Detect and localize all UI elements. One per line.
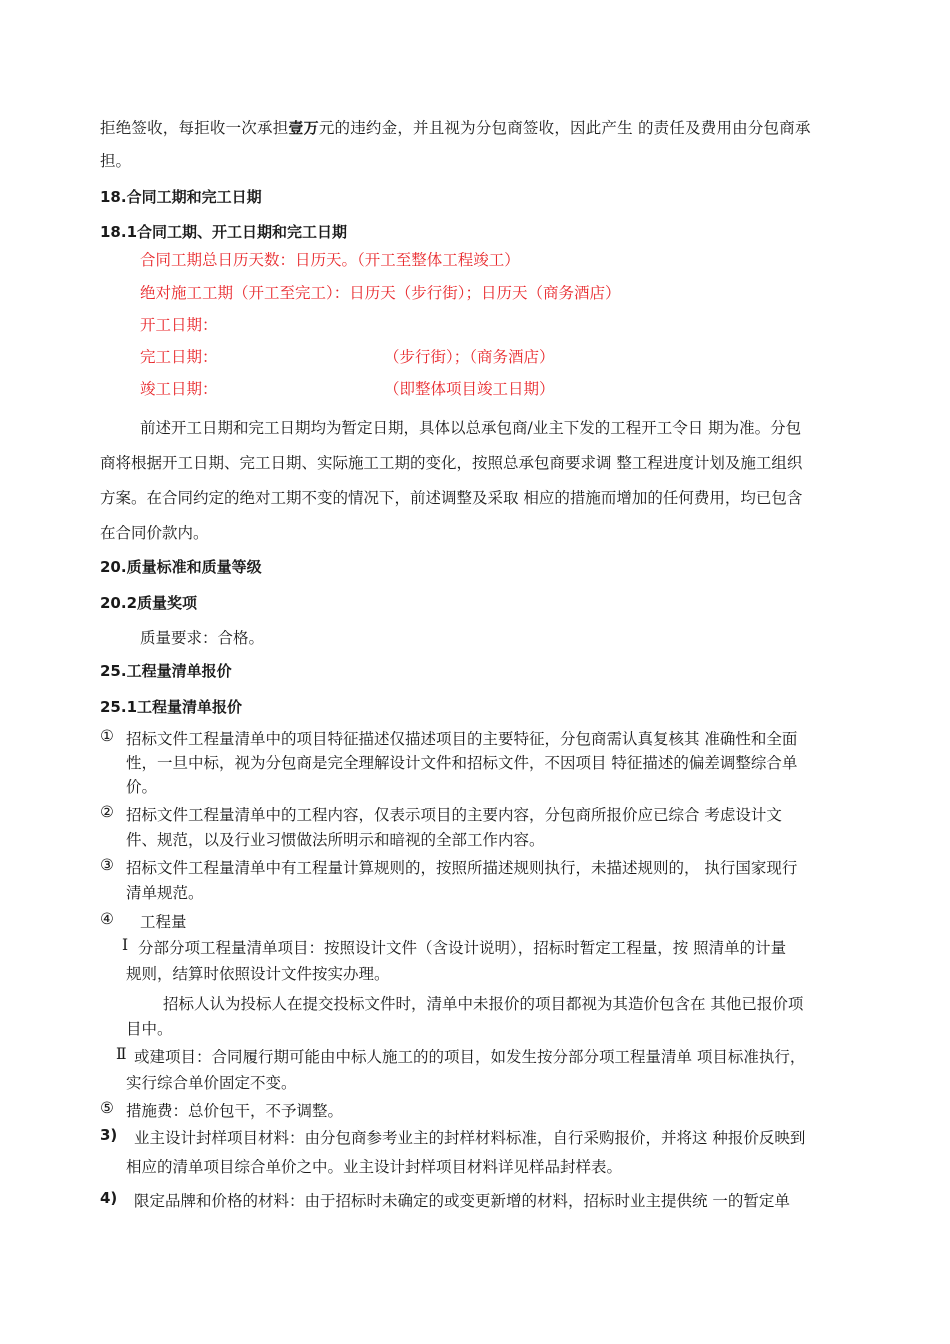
list-item-line: 招标文件工程量清单中的项目特征描述仅描述项目的主要特征，分包商需认真复核其 准确性和全面	[126, 730, 798, 748]
paragraph-line: 在合同价款内。	[100, 524, 209, 542]
list-item-line: 分部分项工程量清单项目：按照设计文件（含设计说明），招标时暂定工程量，按 照清单的计量	[138, 939, 787, 957]
list-item-line: 规则，结算时依照设计文件按实办理。	[126, 965, 390, 983]
list-item-line: 招标文件工程量清单中的工程内容，仅表示项目的主要内容，分包商所报价应已综合 考虑设计文	[126, 806, 782, 824]
text-span: 元的违约金，并且视为分包商签收，因此产生 的责任及费用由分包商承	[318, 119, 811, 137]
text-line: 担。	[100, 152, 132, 170]
paragraph-line: 目中。	[126, 1020, 173, 1038]
list-item-line: 实行综合单价固定不变。	[126, 1074, 297, 1092]
list-item-line: 招标文件工程量清单中有工程量计算规则的，按照所描述规则执行，未描述规则的， 执行国家现行	[126, 859, 798, 877]
list-marker: ②	[100, 803, 114, 821]
list-marker: ①	[100, 727, 114, 745]
construction-period-line: 绝对施工工期（开工至完工）：日历天（步行街）；日历天（商务酒店）	[140, 284, 621, 302]
quality-requirement: 质量要求：合格。	[140, 629, 265, 647]
paragraph-line: 商将根据开工日期、完工日期、实际施工工期的变化，按照总承包商要求调 整工程进度计划及施工组织	[100, 454, 803, 472]
list-item-line: 或建项目：合同履行期可能由中标人施工的的项目，如发生按分部分项工程量清单 项目标准执行，	[134, 1048, 806, 1066]
completion-date-value: （即整体项目竣工日期）	[384, 380, 555, 398]
completion-date-label: 竣工日期：	[140, 380, 218, 398]
list-item-line: 措施费：总价包干，不予调整。	[126, 1102, 344, 1120]
penalty-amount: 壹万	[288, 119, 319, 137]
finish-date-value: （步行街）；（商务酒店）	[384, 348, 555, 366]
list-item-line: 性，一旦中标，视为分包商是完全理解设计文件和招标文件，不因项目 特征描述的偏差调整综合单	[126, 754, 798, 772]
paragraph-line: 前述开工日期和完工日期均为暂定日期，具体以总承包商/业主下发的工程开工令日 期为准。分包	[140, 419, 802, 437]
section-heading-25: 25.工程量清单报价	[100, 662, 232, 680]
numbered-marker: 4)	[100, 1189, 118, 1207]
list-item-line: 业主设计封样项目材料：由分包商参考业主的封样材料标准，自行采购报价，并将这 种报价反映到	[134, 1129, 806, 1147]
contract-duration-line: 合同工期总日历天数：日历天。（开工至整体工程竣工）	[140, 251, 520, 269]
numbered-marker: 3)	[100, 1126, 118, 1144]
roman-marker: Ⅱ	[116, 1045, 127, 1063]
start-date-line: 开工日期：	[140, 316, 218, 334]
list-item-line: 件、规范，以及行业习惯做法所明示和暗视的全部工作内容。	[126, 831, 545, 849]
list-item-line: 限定品牌和价格的材料：由于招标时未确定的或变更新增的材料，招标时业主提供统 一的暂定单	[134, 1192, 790, 1210]
list-marker: ⑤	[100, 1099, 114, 1117]
section-heading-18: 18.合同工期和完工日期	[100, 188, 262, 206]
list-item-title: 工程量	[140, 913, 187, 931]
list-item-line: 相应的清单项目综合单价之中。业主设计封样项目材料详见样品封样表。	[126, 1158, 623, 1176]
list-marker: ③	[100, 856, 114, 874]
list-item-line: 价。	[126, 778, 158, 796]
text-span: 拒绝签收，每拒收一次承担	[100, 119, 289, 137]
subsection-heading-20-2: 20.2质量奖项	[100, 594, 198, 612]
paragraph-line: 招标人认为投标人在提交投标文件时，清单中未报价的项目都视为其造价包含在 其他已报价项	[163, 995, 804, 1013]
list-marker: ④	[100, 910, 114, 928]
text-line	[100, 116, 811, 138]
subsection-heading-18-1: 18.1合同工期、开工日期和完工日期	[100, 223, 348, 241]
roman-marker: Ⅰ	[122, 936, 129, 954]
finish-date-label: 完工日期：	[140, 348, 218, 366]
list-item-line: 清单规范。	[126, 884, 204, 902]
section-heading-20: 20.质量标准和质量等级	[100, 558, 262, 576]
paragraph-line: 方案。在合同约定的绝对工期不变的情况下，前述调整及采取 相应的措施而增加的任何费用，均已包含	[100, 489, 803, 507]
subsection-heading-25-1: 25.1工程量清单报价	[100, 698, 243, 716]
